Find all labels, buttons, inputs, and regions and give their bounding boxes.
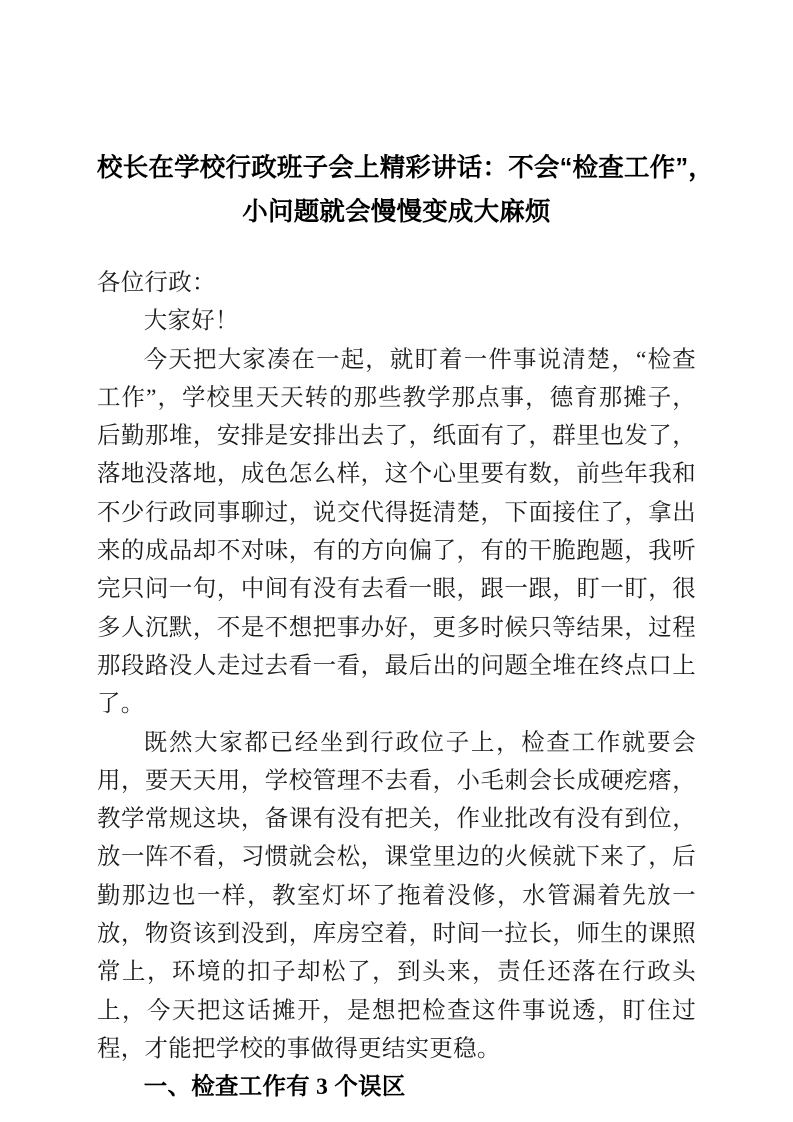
- page-title-line-2: 小问题就会慢慢变成大麻烦: [242, 198, 551, 226]
- page-title-line-1: 校长在学校行政班子会上精彩讲话：不会“检查工作”，: [97, 154, 715, 182]
- paragraph-salutation: 各位行政：: [97, 270, 216, 296]
- paragraph-opening: 今天把大家凑在一起，就盯着一件事说清楚，“检查工作”，学校里天天转的那些教学那点事，德育那摊子，后勤那堆，安排是安排出去了，纸面有了，群里也发了，落地没落地，成色怎么样，这个心里要有数，前些年我和不少行政同事聊过，说交代得挺清楚，下面接住了，拿出来的成品却不对味，有的方向偏了，有的干脆跑题，我听完只问一句，中间有没有去看一眼，跟一跟，盯一盯，很多人沉默，不是不想把事办好，更多时候只等结果，过程那段路没人走过去看一看，最后出的问题全堆在终点口上了。: [97, 346, 696, 718]
- paragraph-greeting: 大家好！: [143, 308, 239, 335]
- section-heading-1: 一、检查工作有 3 个误区: [143, 1074, 406, 1101]
- document-body: [0, 146, 793, 1107]
- page-title: [97, 146, 715, 234]
- page-header-space: [0, 0, 793, 146]
- paragraph-body-2: 既然大家都已经坐到行政位子上，检查工作就要会用，要天天用，学校管理不去看，小毛刺会长成硬疙瘩，教学常规这块，备课有没有把关，作业批改有没有到位，放一阵不看，习惯就会松，课堂里边的火候就下来了，后勤那边也一样，教室灯坏了拖着没修，水管漏着先放一放，物资该到没到，库房空着，时间一拉长，师生的课照常上，环境的扣子却松了，到头来，责任还落在行政头上，今天把这话摊开，是想把检查这件事说透，盯住过程，才能把学校的事做得更结实更稳。: [97, 729, 696, 1062]
